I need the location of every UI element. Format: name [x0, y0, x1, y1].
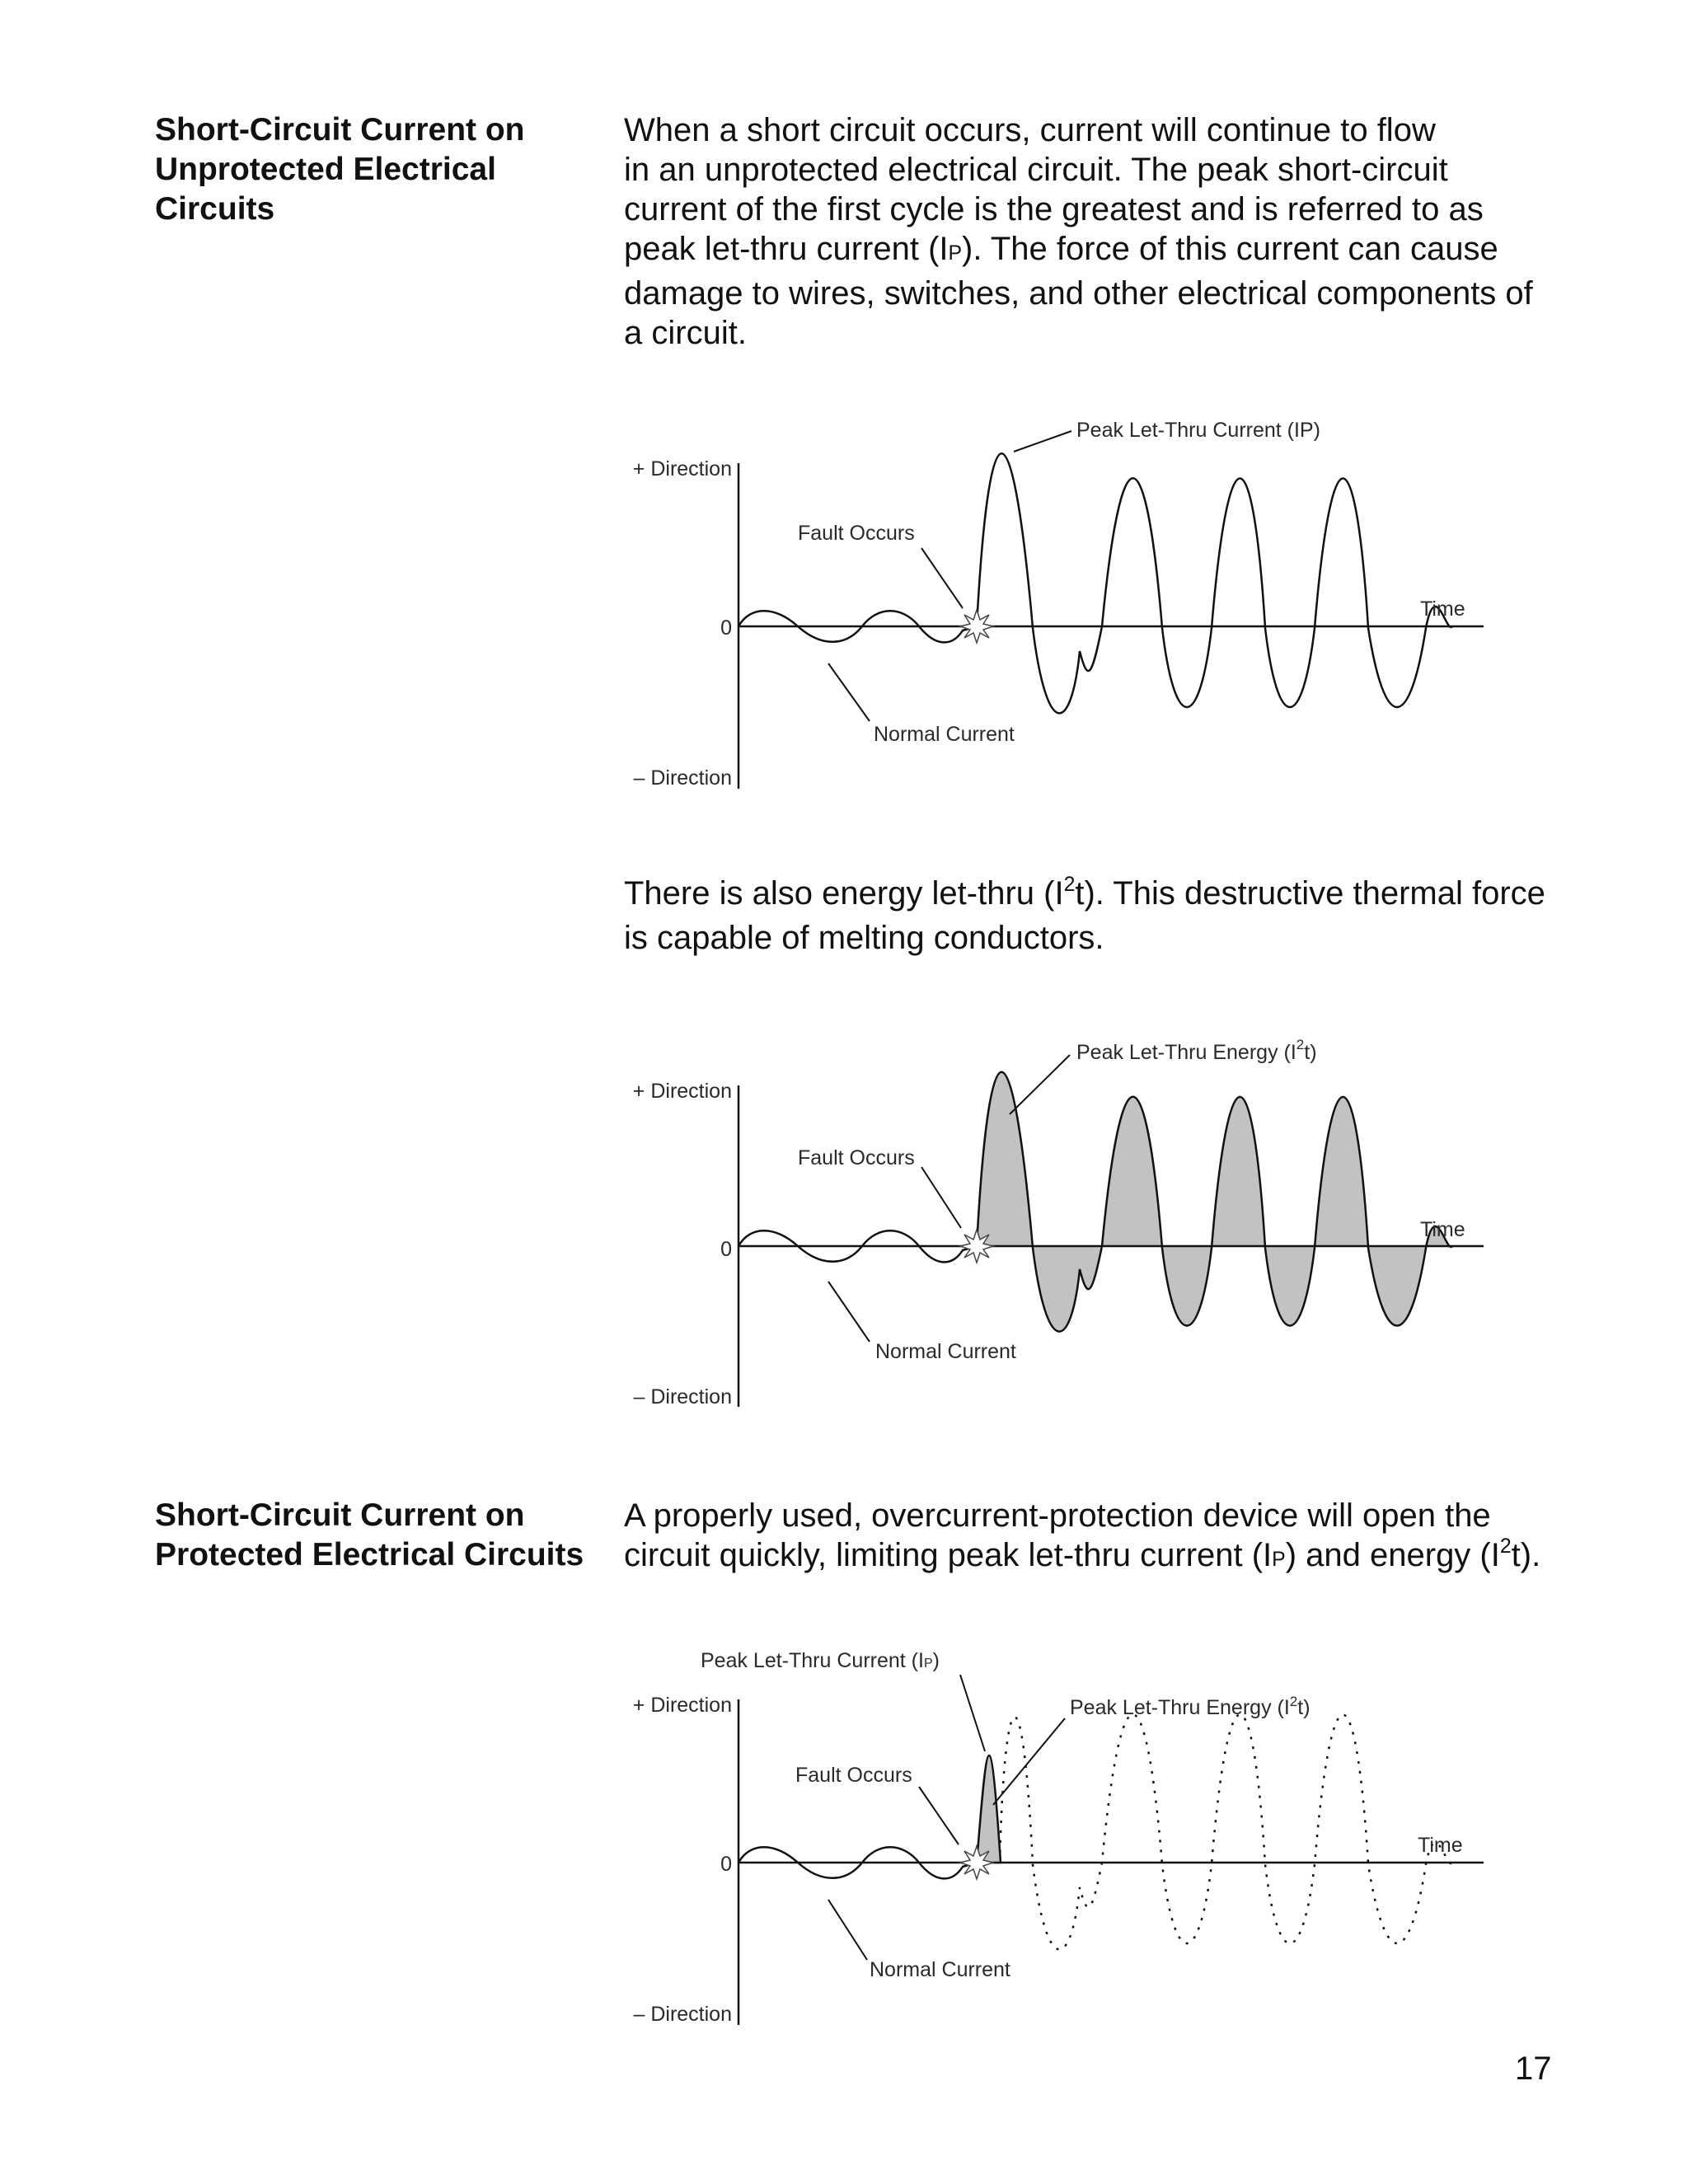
normal-leader-line: [828, 1282, 870, 1342]
paragraph-line: [624, 229, 1572, 274]
fault-spark-icon: [960, 610, 993, 643]
peak-leader-line: [1014, 431, 1071, 452]
heading-line: Circuits: [155, 191, 275, 227]
peak-energy-label: [1070, 1694, 1311, 1719]
subscript: P: [1272, 1549, 1286, 1571]
heading-line: Unprotected Electrical: [155, 152, 496, 187]
fault-spark-icon: [960, 1230, 993, 1263]
paragraph-line: [624, 874, 1572, 918]
peak-leader-line: [1010, 1055, 1070, 1114]
text-run: circuit quickly, limiting peak let-thru current (I: [624, 1537, 1273, 1573]
subscript: P: [948, 242, 963, 265]
time-label: Time: [1418, 1834, 1463, 1857]
fault-occurs-label: Fault Occurs: [798, 522, 915, 545]
prospective-current-waveform: [1000, 1714, 1452, 1949]
zero-label: 0: [720, 1853, 732, 1876]
text-run: Peak Let-Thru Energy (I: [1076, 1041, 1296, 1064]
page-number: 17: [1515, 2050, 1552, 2087]
fault-occurs-label: Fault Occurs: [795, 1764, 912, 1787]
text-run: ). The force of this current can cause: [962, 231, 1498, 267]
text-run: t).: [1511, 1537, 1541, 1573]
minus-direction-label: – Direction: [633, 766, 732, 790]
paragraph-line: [624, 1535, 1572, 1580]
section-heading-protected: [155, 1496, 617, 1575]
section-heading-unprotected: [155, 110, 617, 229]
paragraph-line: in an unprotected electrical circuit. The peak short-circuit: [624, 152, 1448, 188]
text-run: There is also energy let-thru (I: [624, 875, 1064, 912]
normal-current-label: Normal Current: [874, 723, 1015, 746]
paragraph-line: is capable of melting conductors.: [624, 920, 1104, 956]
peak-energy-label: [1076, 1037, 1317, 1064]
superscript: 2: [1063, 873, 1076, 896]
normal-leader-line: [828, 663, 870, 721]
text-run: Peak Let-Thru Energy (I: [1070, 1696, 1290, 1719]
heading-line: Short-Circuit Current on: [155, 112, 525, 148]
text-run: peak let-thru current (I: [624, 231, 949, 267]
diagram-energy-let-thru: [0, 1030, 1688, 1426]
fault-leader-line: [919, 1787, 959, 1844]
zero-label: 0: [720, 1238, 732, 1261]
text-run: ): [932, 1649, 940, 1672]
text-run: t). This destructive thermal force: [1075, 875, 1545, 912]
zero-label: 0: [720, 616, 732, 640]
fault-leader-line: [921, 548, 963, 608]
plus-direction-label: + Direction: [632, 1080, 732, 1103]
superscript: 2: [1296, 1037, 1305, 1052]
paragraph-line: When a short circuit occurs, current will continue to flow: [624, 112, 1436, 148]
fault-spark-icon: [960, 1846, 993, 1879]
energy-fill: [977, 1072, 1452, 1332]
heading-line: Protected Electrical Circuits: [155, 1537, 584, 1572]
intro-paragraph: [624, 110, 1572, 353]
energy-paragraph: [624, 874, 1572, 958]
superscript: 2: [1289, 1694, 1298, 1709]
subscript: P: [923, 1657, 933, 1671]
text-run: t): [1297, 1696, 1311, 1719]
current-leader-line: [960, 1675, 985, 1751]
normal-current-label: Normal Current: [875, 1340, 1016, 1363]
text-run: Peak Let-Thru Current (I: [701, 1649, 924, 1672]
peak-current-label: Peak Let-Thru Current (IP): [1076, 419, 1320, 442]
paragraph-line: A properly used, overcurrent-protection device will open the: [624, 1497, 1491, 1534]
plus-direction-label: + Direction: [632, 1694, 732, 1717]
paragraph-line: damage to wires, switches, and other electrical components of: [624, 275, 1533, 312]
protected-paragraph: [624, 1496, 1572, 1580]
diagram-protected-circuit: [0, 1640, 1688, 2052]
fault-leader-line: [921, 1167, 961, 1228]
plus-direction-label: + Direction: [632, 457, 732, 480]
limited-energy-fill: [977, 1755, 1001, 1863]
time-label: Time: [1420, 598, 1465, 621]
paragraph-line: a circuit.: [624, 315, 747, 351]
fault-occurs-label: Fault Occurs: [798, 1146, 915, 1169]
normal-leader-line: [828, 1900, 867, 1960]
paragraph-line: current of the first cycle is the greatest and is referred to as: [624, 191, 1484, 227]
superscript: 2: [1499, 1535, 1512, 1558]
current-waveform: [738, 453, 1452, 713]
diagram-unprotected-current: [0, 412, 1688, 808]
minus-direction-label: – Direction: [633, 2003, 732, 2026]
text-run: t): [1304, 1041, 1317, 1064]
time-label: Time: [1420, 1218, 1465, 1241]
normal-current-label: Normal Current: [870, 1958, 1010, 1981]
peak-current-label: [701, 1649, 940, 1672]
heading-line: Short-Circuit Current on: [155, 1497, 525, 1533]
text-run: ) and energy (I: [1285, 1537, 1500, 1573]
minus-direction-label: – Direction: [633, 1385, 732, 1408]
